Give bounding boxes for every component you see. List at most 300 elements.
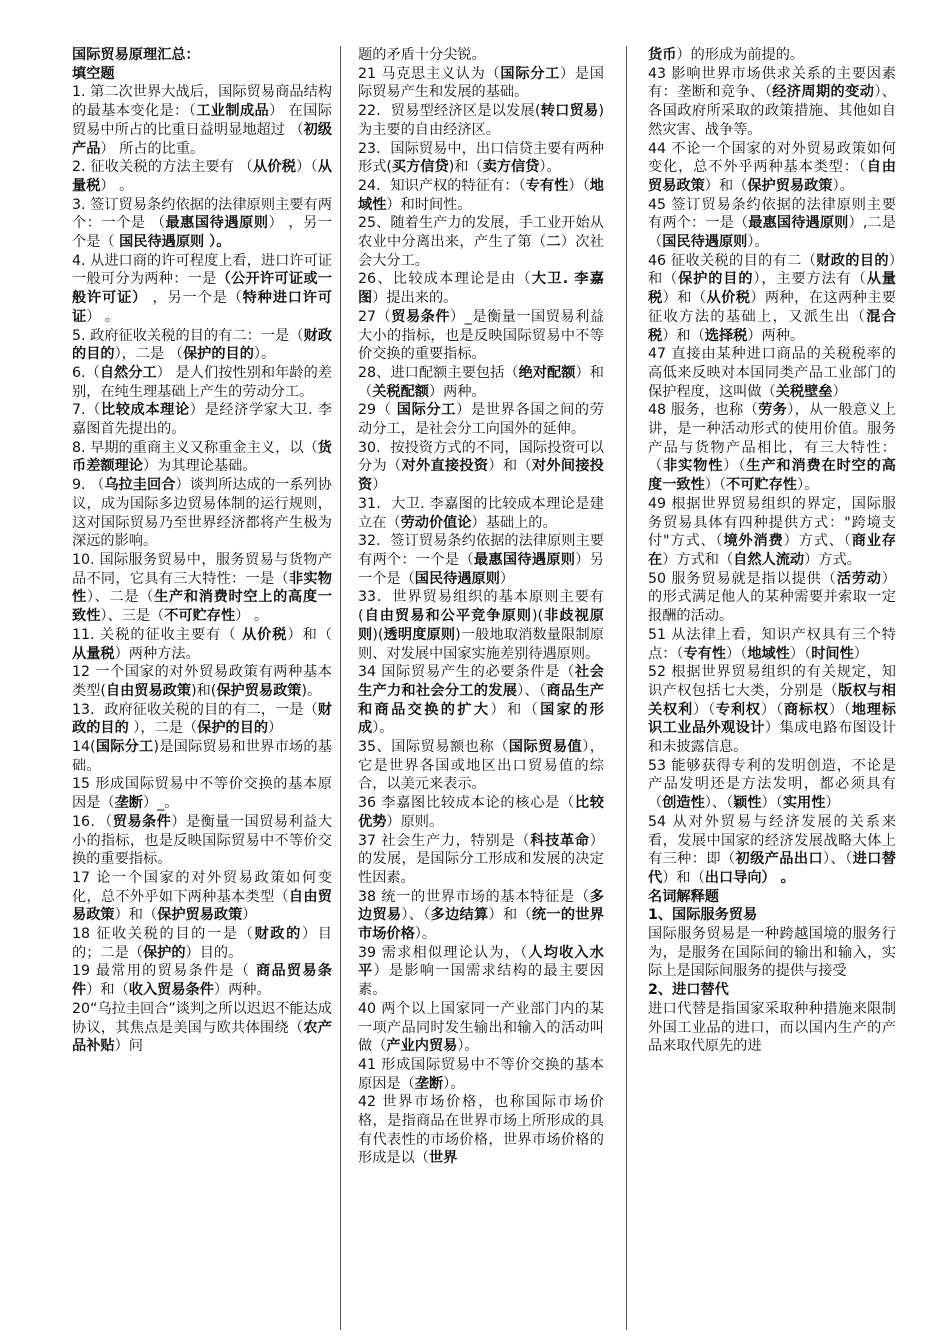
answer-text: 选择税 — [704, 327, 748, 344]
question-paragraph — [358, 888, 604, 944]
question-text: ）两种。 — [213, 982, 271, 999]
question-text: ） 。 — [235, 608, 269, 625]
question-text: 45 签订贸易条约依据的法律原则主要有两个：一是（ — [648, 196, 896, 232]
question-paragraph — [358, 401, 604, 438]
question-text: ） 在国际贸易中所占的比重日益明显地超过 （ — [72, 103, 332, 138]
question-text: 24．知识产权的特征有：（ — [358, 177, 526, 194]
answer-text: 出口导向） 。 — [704, 869, 795, 886]
question-text: ）是影响一国需求结构的最主要因素。 — [358, 963, 604, 999]
question-paragraph — [648, 401, 896, 495]
answer-text: 专有性 — [525, 177, 569, 194]
question-text: 29（ — [358, 402, 397, 419]
question-text: 12 一个国家的对外贸易政策有两种基本类型( — [72, 664, 332, 699]
question-text: 7.（ — [72, 402, 101, 419]
question-text: ） — [242, 907, 257, 924]
question-text: ）次社会大分工。 — [358, 234, 604, 269]
answer-text: 财政的 — [254, 926, 302, 943]
answer-text: 自由贸易政策 — [648, 159, 896, 194]
question-text: 47 直接由某种进口商品的关税税率的高低来反映对本国同类产品工业部门的保护程度，这叫做（ — [648, 346, 896, 400]
question-text: ）两种。 — [428, 383, 486, 400]
question-text: ）（ — [761, 795, 783, 812]
answer-text: 货币 — [648, 47, 677, 63]
question-paragraph — [358, 102, 604, 139]
answer-text: 保护的目的 — [678, 271, 754, 288]
question-text: 27（ — [358, 308, 392, 325]
question-text: 14( — [72, 739, 96, 756]
column-divider — [340, 46, 341, 1330]
answer-text: 从量税 — [648, 271, 896, 307]
answer-text: 比较优势 — [358, 795, 604, 830]
question-paragraph — [648, 663, 896, 757]
question-paragraph — [648, 1000, 896, 1056]
answer-text: （公开许可证或一般许可证） — [72, 271, 332, 307]
answer-text: 时间性 — [811, 645, 854, 662]
question-text: 4. 从进口商的许可程度上看，进口许可证一般可分为两种：一是 — [72, 252, 332, 288]
question-text: ），它是世界各国或地区出口贸易值的综合，以美元来表示。 — [358, 739, 604, 793]
answer-text: 保护的目的 — [182, 346, 254, 363]
question-text: ） 所占的比重。 — [100, 140, 205, 157]
question-paragraph — [648, 140, 896, 196]
question-text: ）,二是（ — [648, 215, 896, 251]
question-text: ）的形成为前提的。 — [676, 47, 805, 63]
answer-text: 关税配额 — [372, 383, 429, 400]
answer-text: 贸易条件 — [391, 308, 451, 325]
question-text: ）（ — [723, 458, 747, 475]
answer-text: 国民待遇原则 — [662, 234, 748, 251]
question-text: ）和（ — [648, 252, 896, 288]
question-text: ） — [268, 720, 283, 737]
question-text: ）。 — [747, 234, 769, 251]
question-text: ）和（ — [86, 982, 129, 999]
question-text: ），二是 （ — [114, 346, 183, 363]
question-text: ） 。 — [86, 308, 120, 325]
question-paragraph — [648, 46, 896, 65]
answer-text: 自然人流动 — [733, 551, 805, 568]
question-text: ）和（ — [287, 626, 332, 643]
question-text: 11. 关税的征收主要有（ — [72, 626, 242, 643]
question-text: ）、（ — [517, 682, 547, 699]
question-text: ）和（ — [358, 364, 604, 400]
question-text: ）原则。 — [386, 813, 444, 830]
answer-text: 财政的目的 — [72, 701, 332, 737]
question-text: ）和（ — [490, 701, 541, 718]
question-text: ）、（ — [704, 795, 734, 812]
question-text: ），二是（ — [128, 720, 198, 737]
answer-text: 透明度原则 — [383, 626, 456, 643]
answer-text: 最惠国待遇原则 — [165, 215, 269, 232]
question-text: 50 服务贸易就是指以提供（ — [648, 570, 837, 587]
question-paragraph — [358, 177, 604, 214]
question-text: 54 从对外贸易与经济发展的关系来看，发展中国家的经济发展战略大体上有三种：即（ — [648, 813, 896, 868]
question-paragraph — [358, 270, 604, 307]
column-2 — [358, 46, 604, 1334]
question-text: ），从一般意义上讲，是一种活动形式的使用价值。服务产品与货物产品相比，有三大特性：（ — [648, 402, 896, 475]
question-text: ）。 — [797, 477, 819, 494]
answer-text: 专利权 — [715, 701, 761, 718]
question-text: ）（ — [789, 645, 812, 662]
question-paragraph — [358, 1000, 604, 1056]
answer-text: 绝对配额 — [518, 364, 576, 381]
question-text: ）（ — [296, 159, 318, 176]
question-paragraph — [72, 626, 332, 663]
answer-text: 境外消费 — [723, 533, 784, 550]
question-text: ）两种方法。 — [114, 645, 200, 662]
question-text: ）和（ — [114, 907, 158, 924]
question-text: 17 论一个国家的对外贸易政策如何变化，总不外乎如下两种基本类型（ — [72, 869, 332, 905]
answer-text: 垄断 — [114, 795, 143, 812]
answer-text: 创造性 — [662, 795, 705, 812]
answer-text: 国民待遇原则 — [414, 570, 500, 587]
column-3 — [648, 46, 896, 1334]
question-paragraph — [72, 775, 332, 812]
answer-text: 科技革命 — [530, 832, 590, 849]
question-text: 进口代替是指国家采取种种措施来限制外国工业品的进口，而以国内生产的产品来取代原先的进 — [648, 1000, 896, 1055]
answer-text: 自然分工 — [99, 364, 157, 381]
question-text: ）_是衡量一国贸易利益大小的指标，也是反映国际贸易中不等价交换的重要指标。 — [358, 308, 604, 363]
question-paragraph — [72, 1000, 332, 1056]
question-text: 10. 国际服务贸易中，服务贸易与货物产品不同，它具有三大特性：一是（ — [72, 551, 332, 587]
answer-text: 贸易条件 — [112, 813, 172, 830]
question-paragraph — [358, 738, 604, 794]
question-text: 40 两个以上国家同一产业部门内的某一项产品同时发生输出和输入的活动叫做（ — [358, 1000, 604, 1055]
question-paragraph — [358, 214, 604, 270]
question-text: )( — [372, 626, 384, 643]
question-paragraph — [358, 532, 604, 588]
question-text: ）方式、（ — [783, 533, 852, 550]
question-text: 26、比较成本理论是由（ — [358, 271, 532, 288]
question-text: 38 统一的世界市场的基本特征是（ — [358, 888, 590, 905]
answer-text: 国际分工 — [500, 65, 560, 82]
question-text: ）方式。 — [804, 551, 861, 568]
question-text: 8. 早期的重商主义又称重金主义，以（ — [72, 439, 318, 456]
question-text: ）两种，在这两种主要征收方法的基础上，又派生出（ — [648, 290, 896, 325]
answer-text: 保护贸易政策 — [216, 682, 302, 699]
question-paragraph — [358, 832, 604, 888]
answer-text: 关税壁垒 — [775, 383, 833, 400]
question-text: 2. 征收关税的方法主要有 （ — [72, 159, 254, 176]
question-paragraph — [72, 439, 332, 476]
question-text: ）和（ — [704, 177, 748, 194]
question-text: 5. 政府征收关税的目的有二：一是（ — [72, 327, 304, 344]
question-text: 23．国际贸易中，出口信贷主要有两种形式( — [358, 140, 604, 176]
question-text: 39 需求相似理论认为，（ — [358, 944, 529, 961]
answer-text: 非实物性 — [72, 570, 332, 606]
question-text: 49 根据世界贸易组织的界定，国际服务贸易具体有四种提供方式："跨境支付"方式、（ — [648, 495, 896, 550]
question-text: 43 影响世界市场供求关系的主要因素有：垄断和竞争、（ — [648, 65, 896, 101]
question-paragraph — [72, 364, 332, 401]
question-text: 国际服务贸易是一种跨越国境的服务行为，是服务在国际间的输出和输入，实际上是国际间服务的提供与接受 — [648, 926, 896, 980]
question-text: ）问 — [114, 1038, 143, 1055]
answer-text: 转口贸易 — [540, 103, 599, 120]
question-text: )为主要的自由经济区。 — [358, 103, 604, 138]
section-heading: 国际贸易原理汇总： — [72, 47, 200, 63]
question-text: )是国际贸易和世界市场的基础。 — [72, 739, 332, 774]
question-paragraph — [72, 962, 332, 999]
question-text: ）。 — [539, 159, 561, 176]
question-text: ）为其理论基础。 — [142, 458, 257, 475]
answer-text: 世界 — [428, 1150, 458, 1167]
question-text: 28、进口配额主要包括（ — [358, 364, 519, 381]
question-text: )和( — [191, 682, 217, 699]
answer-text: 混合税 — [648, 308, 896, 344]
answer-text: 版权与相关权利 — [648, 682, 896, 718]
answer-text: 保护的 — [142, 944, 186, 961]
question-text: 9. （ — [72, 477, 105, 494]
question-text: ）和（ — [662, 327, 705, 344]
question-paragraph — [72, 925, 332, 962]
question-text: ）。 — [372, 720, 394, 737]
question-paragraph — [72, 551, 332, 626]
question-text: ）（ — [704, 477, 727, 494]
answer-text: 不可贮存性 — [726, 477, 797, 494]
question-text: ）（ — [693, 701, 716, 718]
question-text: ）目的。 — [185, 944, 243, 961]
answer-text: 自由贸易和公平竞争原则 — [363, 608, 533, 625]
question-text: ）和（ — [662, 869, 705, 886]
question-paragraph — [358, 588, 604, 663]
question-paragraph — [648, 65, 896, 140]
answer-text: 人均收入水平 — [358, 944, 604, 980]
answer-text: 经济周期的变动 — [772, 84, 875, 101]
answer-text: 最惠国待遇原则 — [748, 215, 849, 232]
question-text: 18 征收关税的目的一是（ — [72, 926, 255, 943]
section-heading: 1、国际服务贸易 — [648, 907, 758, 924]
question-text: ）。 — [443, 1075, 465, 1092]
question-text: 52 根据世界贸易组织的有关规定，知识产权包括七大类，分别是（ — [648, 664, 896, 699]
question-text: ）。 — [832, 177, 854, 194]
answer-text: 财政的目的 — [816, 252, 889, 269]
question-text: 44 不论一个国家的对外贸易政策如何变化，总不外乎两种基本类型：（ — [648, 140, 896, 176]
question-text: 16．（ — [72, 813, 113, 830]
answer-text: 多边贸易 — [358, 888, 604, 924]
question-text: ） 。 — [100, 177, 134, 194]
question-text: ）（ — [828, 701, 852, 718]
question-text: ）是世界各国之间的劳动分工，是社会分工向国外的延伸。 — [358, 402, 604, 438]
answer-text: 二 — [546, 234, 561, 251]
answer-text: 多边结算 — [430, 907, 489, 924]
answer-text: 保护的目的 — [197, 720, 269, 737]
question-text: ） — [499, 570, 515, 587]
question-text: ）和（ — [488, 907, 532, 924]
question-text: ） — [825, 795, 840, 812]
question-paragraph — [648, 495, 896, 570]
answer-text: 大卫. 李嘉图 — [358, 271, 604, 307]
question-text: ） — [853, 645, 868, 662]
question-text: 15 形成国际贸易中不等价交换的基本原因是（ — [72, 776, 332, 812]
question-text: ）、三是（ — [100, 608, 165, 625]
answer-text: 产业内贸易 — [386, 1038, 458, 1055]
question-text: 22．贸易型经济区是以发展( — [358, 103, 541, 120]
question-paragraph — [648, 813, 896, 888]
question-text: ，另一个是（ — [147, 290, 243, 307]
answer-text: 从量税 — [72, 159, 332, 194]
question-text: ）是经济学家大卫. 李嘉图首先提出的。 — [72, 402, 332, 438]
answer-text: 商品生产和商品交换的扩大 — [358, 682, 604, 718]
question-text: 25、随着生产力的发展，手工业开始从农业中分离出来，产生了第（ — [358, 215, 604, 251]
question-text: ）谈判所达成的一系列协议，成为国际多边贸易体制的运行规则，这对国际贸易乃至世界经济都将产生极为深远的影响。 — [72, 477, 332, 550]
answer-text: 从价税 — [241, 626, 288, 643]
question-paragraph — [72, 83, 332, 158]
question-text: ），主要方法有（ — [753, 271, 867, 288]
question-paragraph — [72, 158, 332, 195]
question-paragraph — [72, 401, 332, 438]
answer-text: 商标权 — [783, 701, 829, 718]
section-heading: 2、进口替代 — [648, 982, 729, 999]
answer-text: 乌拉圭回合 — [104, 477, 176, 494]
answer-text: 非实物性 — [663, 458, 724, 475]
answer-text: 非歧视原则 — [358, 608, 604, 643]
question-text: ）。 — [253, 346, 276, 363]
answer-text: 不可贮存性 — [164, 608, 236, 625]
question-text: ）是国际贸易产生和发展的基础。 — [358, 65, 604, 101]
question-text: )。 — [301, 682, 322, 699]
question-paragraph — [72, 738, 332, 775]
answer-text: 社会生产力和社会分工的发展 — [358, 664, 604, 699]
question-text: ）是衡量一国贸易利益大小的指标，也是反映国际贸易中不等价交换的重要指标。 — [72, 813, 332, 868]
question-text: ） ，另一个是（ — [72, 215, 332, 251]
question-paragraph — [358, 308, 604, 364]
answer-text: 最惠国待遇原则 — [473, 551, 576, 568]
question-text: 42 世界市场价格，也称国际市场价格，是指商品在世界市场上所形成的具有代表性的市场价格，世界市场价格的形成是以（ — [358, 1094, 604, 1167]
answer-text: 地域性 — [747, 645, 790, 662]
question-text: ）（ — [760, 701, 784, 718]
question-text: 20“乌拉圭回合”谈判之所以迟迟不能达成协议，其焦点是美国与欧共体围绕（ — [72, 1000, 332, 1036]
question-text: ）和时间性。 — [386, 196, 472, 213]
answer-text: 生产和消费在时空的高度一致性 — [648, 458, 896, 494]
question-paragraph — [358, 1093, 604, 1168]
question-paragraph — [72, 196, 332, 252]
question-paragraph — [72, 701, 332, 738]
question-paragraph — [358, 663, 604, 738]
answer-text: 实用性 — [782, 795, 826, 812]
answer-text: 财政的目的 — [72, 327, 332, 363]
answer-text: 从量税 — [72, 645, 115, 662]
question-paragraph — [72, 869, 332, 925]
question-text: 32．签订贸易条约依据的法律原则主要有两个：一个是（ — [358, 533, 604, 568]
question-text: ）和（ — [488, 458, 532, 475]
answer-text: 收入贸易条件 — [128, 982, 214, 999]
answer-text: 国民待遇原则 ）。 — [119, 234, 231, 251]
question-paragraph — [648, 757, 896, 813]
question-text: ）、各国政府所采取的政策措施、其他如自然灾害、战争等。 — [648, 84, 896, 138]
answer-text: 对外间接投资 — [358, 458, 604, 494]
question-paragraph — [72, 813, 332, 869]
question-paragraph — [648, 925, 896, 981]
answer-text: 农产品补贴 — [72, 1019, 332, 1055]
question-paragraph — [648, 345, 896, 401]
question-text: 37 社会生产力，特别是（ — [358, 832, 531, 849]
question-text: ）（ — [568, 177, 590, 194]
question-text: 51 从法律上看，知识产权具有三个特点：（ — [648, 626, 896, 662]
question-paragraph — [72, 663, 332, 700]
question-text: 6.（ — [72, 364, 100, 381]
question-text: ）_。 — [142, 795, 179, 812]
question-text: 1. 第二次世界大战后，国际贸易商品结构的最基本变化是：（ — [72, 84, 332, 120]
question-paragraph — [358, 65, 604, 102]
question-text: 35、国际贸易额也称（ — [358, 739, 509, 756]
question-text: 48 服务，也称（ — [648, 402, 759, 419]
answer-text: 统一的世界市场价格 — [358, 907, 604, 943]
answer-text: 比较成本理论 — [100, 402, 190, 419]
question-text: ）、（ — [823, 851, 853, 868]
question-text: ）提出来的。 — [372, 290, 458, 307]
question-paragraph — [358, 46, 604, 65]
question-text: 21 马克思主义认为（ — [358, 65, 501, 82]
answer-text: 地域性 — [358, 177, 604, 213]
answer-text: 从价税 — [706, 290, 751, 307]
question-text: ）的形式满足他人的某种需要并索取一定报酬的活动。 — [648, 570, 896, 625]
answer-text: 活劳动 — [836, 570, 882, 587]
question-text: 3. 签订贸易条约依据的法律原则主要有两个：一个是 （ — [72, 196, 332, 232]
question-text: 46 征收关税的目的有二（ — [648, 252, 817, 269]
question-text: 13．政府征收关税的目的有二，一是（ — [72, 701, 318, 718]
answer-text: 货币差额理论 — [72, 439, 332, 475]
question-text: ）基础上的。 — [471, 514, 557, 531]
question-text: ）、（ — [401, 907, 431, 924]
question-paragraph — [648, 570, 896, 626]
question-text: ）另一个是（ — [358, 551, 604, 587]
question-paragraph — [358, 495, 604, 532]
question-text: ）、二是（ — [86, 589, 155, 606]
question-text: 30．按投资方式的不同，国际投资可以分为（ — [358, 439, 604, 475]
question-text: ）方式和（ — [662, 551, 734, 568]
answer-text: 国际分工 — [396, 402, 457, 419]
answer-text: 初级产品出口 — [735, 851, 824, 868]
answer-text: 买方信贷 — [391, 159, 449, 176]
answer-text: 国际贸易值 — [508, 739, 583, 756]
question-text: ） 是人们按性别和年龄的差别，在纯生理基础上产生的劳动分工。 — [72, 364, 332, 400]
answer-text: 保护贸易政策 — [157, 907, 243, 924]
question-text: ）。 — [414, 926, 437, 943]
question-paragraph — [358, 439, 604, 495]
question-text: ）。 — [457, 1038, 479, 1055]
question-paragraph — [358, 944, 604, 1000]
question-text: ）的发展，是国际分工形成和发展的决定性因素。 — [358, 832, 604, 886]
answer-text: 劳动价值论 — [400, 514, 472, 531]
question-text: 题的矛盾十分尖锐。 — [358, 47, 486, 63]
question-text: ）和（ — [662, 290, 707, 307]
question-text: 41 形成国际贸易中不等价交换的基本原因是（ — [358, 1056, 604, 1092]
answer-text: 颖性 — [733, 795, 762, 812]
answer-text: 自由贸易政策 — [105, 682, 192, 699]
column-divider — [626, 46, 627, 1330]
answer-text: 初级产品 — [72, 121, 332, 157]
question-text: 53 能够获得专利的发明创造，不论是产品发明还是方法发明，都必须具有（ — [648, 757, 896, 812]
answer-text: 保护贸易政策 — [747, 177, 833, 194]
question-text: ） — [832, 383, 847, 400]
column-1 — [72, 46, 332, 1334]
question-text: ）（ — [726, 645, 748, 662]
question-paragraph — [648, 196, 896, 252]
question-text: 31．大卫. 李嘉图的比较成本理论是建立在（ — [358, 495, 604, 531]
answer-text: 特种进口许可证 — [72, 290, 332, 325]
question-paragraph — [648, 252, 896, 346]
section-heading: 名词解释题 — [648, 888, 719, 905]
question-text: ） — [372, 477, 387, 494]
answer-text: 商品贸易条件 — [72, 963, 332, 999]
question-text: )和（ — [448, 159, 483, 176]
answer-text: 工业制成品 — [196, 103, 270, 120]
question-paragraph — [648, 626, 896, 663]
question-text: 34 国际贸易产生的必要条件是（ — [358, 664, 575, 681]
answer-text: 专有性 — [683, 645, 727, 662]
question-paragraph — [72, 252, 332, 327]
question-text: )( — [532, 608, 544, 625]
question-text: 19 最常用的贸易条件是（ — [72, 963, 257, 980]
question-text: 33．世界贸易组织的基本原则主要有( — [358, 589, 604, 625]
question-paragraph — [358, 1056, 604, 1093]
question-text: ）集成电路布图设计和未披露信息。 — [648, 720, 896, 756]
